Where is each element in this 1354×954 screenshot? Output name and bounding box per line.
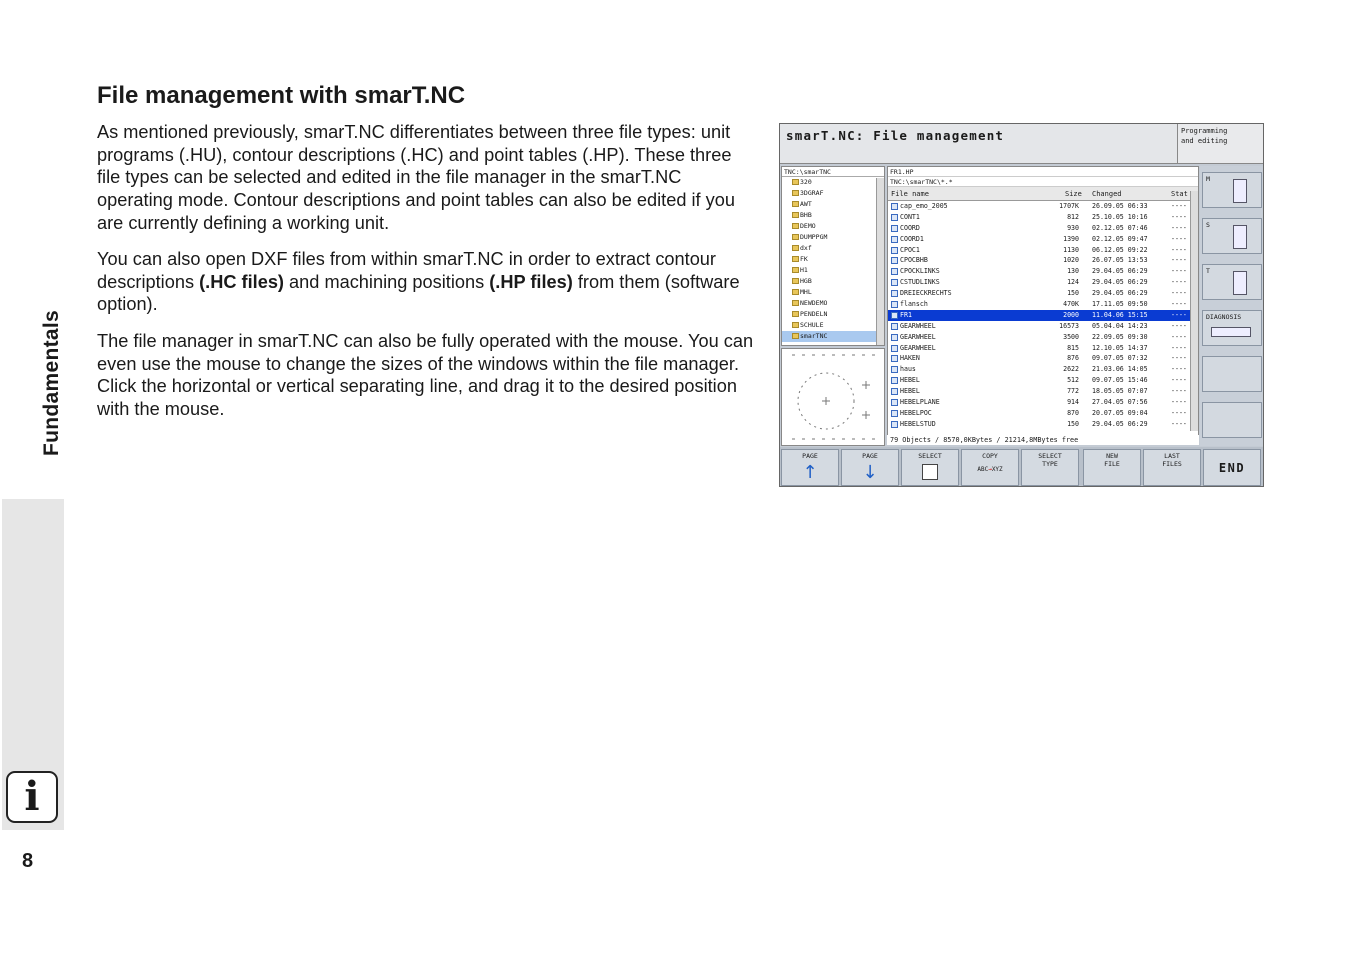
arrow-up-icon: ↑ [802, 461, 818, 483]
file-status: ---- [1171, 398, 1187, 407]
file-icon [891, 214, 898, 221]
softkey-row [780, 447, 1264, 487]
file-list-scrollbar[interactable] [1190, 191, 1198, 431]
dxf-text-a: You can also open DXF files from within smarT.NC in order to extract contour descriptions [97, 249, 716, 292]
tree-list [782, 177, 884, 342]
file-size: 16573 [1059, 321, 1079, 330]
operating-mode-label: Programming and editing [1177, 124, 1264, 164]
file-name: flansch [900, 300, 928, 309]
file-size: 876 [1067, 354, 1079, 363]
file-changed: 09.07.05 07:32 [1092, 354, 1148, 363]
file-status-line: 79 Objects / 8570,0KBytes / 21214,8MBytes free [887, 435, 1199, 445]
file-row[interactable] [888, 386, 1198, 397]
file-row[interactable] [888, 288, 1198, 299]
copy-label: COPY [982, 452, 998, 460]
tree-item[interactable] [782, 265, 884, 276]
folder-icon [792, 234, 799, 240]
copy-softkey[interactable] [961, 449, 1019, 486]
file-row[interactable] [888, 212, 1198, 223]
file-name: haus [900, 365, 916, 374]
file-icon [891, 268, 898, 275]
copy-to: XYZ [991, 465, 1003, 473]
tree-item[interactable] [782, 254, 884, 265]
folder-icon [792, 201, 799, 207]
select-type-softkey[interactable]: SELECT TYPE [1021, 449, 1079, 486]
hp-files-term: (.HP files) [489, 271, 573, 292]
tree-item-label: MHL [800, 288, 812, 296]
file-changed: 06.12.05 09:22 [1092, 245, 1148, 254]
file-size: 812 [1067, 212, 1079, 221]
end-softkey[interactable]: END [1203, 449, 1261, 486]
tree-item[interactable] [782, 210, 884, 221]
dxf-text-e: from them (software option). [97, 271, 740, 315]
tree-item-label: HGB [800, 277, 812, 285]
tree-item-label: SCHULE [800, 321, 824, 329]
file-size: 150 [1067, 419, 1079, 428]
copy-from: ABC [977, 465, 989, 473]
file-changed: 11.04.06 15:15 [1092, 310, 1148, 319]
screen-header [780, 124, 1177, 164]
file-status: ---- [1171, 234, 1187, 243]
tree-item[interactable] [782, 287, 884, 298]
file-status: ---- [1171, 365, 1187, 374]
file-icon [891, 355, 898, 362]
last-files-softkey[interactable]: LAST FILES [1143, 449, 1201, 486]
file-row[interactable] [888, 397, 1198, 408]
tree-item[interactable] [782, 232, 884, 243]
folder-icon [792, 267, 799, 273]
tree-item[interactable] [782, 298, 884, 309]
file-changed: 02.12.05 09:47 [1092, 234, 1148, 243]
file-list [888, 201, 1198, 430]
file-icon [891, 399, 898, 406]
diagnosis-icon [1211, 327, 1251, 337]
tree-item-label: DUMPPGM [800, 233, 828, 241]
file-changed: 09.07.05 15:46 [1092, 376, 1148, 385]
file-icon [891, 334, 898, 341]
tree-item[interactable] [782, 309, 884, 320]
tree-item-label: BHB [800, 211, 812, 219]
m-key-label: M [1206, 175, 1210, 183]
folder-icon [792, 322, 799, 328]
file-size: 772 [1067, 387, 1079, 396]
file-icon [891, 421, 898, 428]
file-size: 930 [1067, 223, 1079, 232]
file-icon [891, 388, 898, 395]
file-size: 150 [1067, 289, 1079, 298]
column-changed[interactable]: Changed [1092, 190, 1122, 198]
file-row[interactable] [888, 419, 1198, 430]
file-status: ---- [1171, 267, 1187, 276]
empty-key-1[interactable] [1202, 356, 1262, 392]
file-changed: 12.10.05 14:37 [1092, 343, 1148, 352]
file-row[interactable] [888, 332, 1198, 343]
file-icon [891, 312, 898, 319]
arrow-down-icon: ↓ [862, 461, 878, 483]
file-icon [891, 345, 898, 352]
folder-icon [792, 300, 799, 306]
file-name: GEARWHEEL [900, 343, 936, 352]
dxf-text-c: and machining positions [284, 271, 490, 292]
file-name: COORD1 [900, 234, 924, 243]
page-down-label: PAGE [862, 452, 878, 460]
column-size[interactable]: Size [1065, 190, 1082, 198]
folder-icon [792, 278, 799, 284]
folder-icon [792, 333, 799, 339]
file-name: CPOCBHB [900, 256, 928, 265]
file-icon [891, 279, 898, 286]
file-size: 124 [1067, 278, 1079, 287]
column-file-name[interactable]: File name [891, 190, 929, 198]
file-size: 3500 [1063, 332, 1079, 341]
tree-item[interactable] [782, 199, 884, 210]
file-icon [891, 410, 898, 417]
file-row[interactable] [888, 299, 1198, 310]
file-changed: 26.09.05 06:33 [1092, 202, 1148, 210]
file-icon [891, 377, 898, 384]
file-status: ---- [1171, 289, 1187, 298]
section-title: File management with smarT.NC [97, 82, 466, 109]
file-icon [891, 257, 898, 264]
file-status: ---- [1171, 419, 1187, 428]
tree-item-label: 3DGRAF [800, 189, 824, 197]
preview-graphic [782, 349, 884, 445]
file-size: 470K [1063, 300, 1079, 309]
file-status: ---- [1171, 376, 1187, 385]
file-status: ---- [1171, 202, 1187, 210]
file-size: 1707K [1059, 202, 1079, 210]
s-key[interactable] [1202, 218, 1262, 254]
copy-icon [962, 466, 1018, 474]
file-name: CONT1 [900, 212, 920, 221]
tree-item[interactable] [782, 320, 884, 331]
t-key-label: T [1206, 267, 1210, 275]
contour-preview [781, 348, 885, 446]
tree-item-label: 320 [800, 178, 812, 186]
folder-icon [792, 256, 799, 262]
file-row[interactable] [888, 375, 1198, 386]
file-row[interactable] [888, 321, 1198, 332]
file-name: FR1 [900, 310, 912, 319]
file-status: ---- [1171, 223, 1187, 232]
current-file: FR1.HP [888, 167, 1198, 177]
file-size: 815 [1067, 343, 1079, 352]
screen-title: smarT.NC: File management [786, 128, 1005, 143]
s-key-label: S [1206, 221, 1210, 229]
page-up-label: PAGE [802, 452, 818, 460]
paragraph-dxf [97, 248, 757, 316]
file-changed: 29.04.05 06:29 [1092, 278, 1148, 287]
file-size: 1130 [1063, 245, 1079, 254]
tree-item-label: smarTNC [800, 332, 828, 340]
folder-icon [792, 179, 799, 185]
tree-item[interactable] [782, 177, 884, 188]
page-number: 8 [22, 850, 34, 872]
tool-icon [1233, 271, 1247, 295]
file-row[interactable] [888, 277, 1198, 288]
tree-item-label: PENDELN [800, 310, 828, 318]
machine-icon [1233, 179, 1247, 203]
file-name: CSTUDLINKS [900, 278, 940, 287]
file-name: HEBELSTUD [900, 419, 936, 428]
file-name: HEBELPOC [900, 408, 932, 417]
file-list-header [888, 187, 1198, 201]
tree-item-label: AWT [800, 200, 812, 208]
file-row[interactable] [888, 353, 1198, 364]
file-size: 1020 [1063, 256, 1079, 265]
file-size: 130 [1067, 267, 1079, 276]
tree-item[interactable] [782, 221, 884, 232]
file-icon [891, 247, 898, 254]
file-status: ---- [1171, 310, 1187, 319]
tree-item-label: NEWDEMO [800, 299, 828, 307]
file-size: 512 [1067, 376, 1079, 385]
folder-icon [792, 223, 799, 229]
file-changed: 29.04.05 06:29 [1092, 419, 1148, 428]
file-status: ---- [1171, 387, 1187, 396]
file-row[interactable] [888, 266, 1198, 277]
file-icon [891, 203, 898, 210]
file-row[interactable] [888, 255, 1198, 266]
file-changed: 25.10.05 10:16 [1092, 212, 1148, 221]
file-row[interactable] [888, 310, 1198, 321]
file-name: DREIECKRECHTS [900, 289, 952, 298]
file-size: 914 [1067, 398, 1079, 407]
file-name: COORD [900, 223, 920, 232]
file-changed: 21.03.06 14:05 [1092, 365, 1148, 374]
file-icon [891, 290, 898, 297]
file-row[interactable] [888, 201, 1198, 212]
file-status: ---- [1171, 300, 1187, 309]
folder-icon [792, 212, 799, 218]
select-softkey[interactable] [901, 449, 959, 486]
file-size: 2000 [1063, 310, 1079, 319]
empty-key-2[interactable] [1202, 402, 1262, 438]
file-changed: 17.11.05 09:50 [1092, 300, 1148, 309]
tree-item-label: FK [800, 255, 808, 263]
folder-icon [792, 190, 799, 196]
new-file-softkey[interactable]: NEW FILE [1083, 449, 1141, 486]
paragraph-file-types: As mentioned previously, smarT.NC differentiates between three file types: unit programs (.HU), contour descriptions (.HC) and point tables (.HP). These three file types can be selected and edited in the file manager in the smarT.NC operating mode. Contour descriptions and point tables can also be edited if you are currently defining a working unit. [97, 122, 735, 233]
hc-files-term: (.HC files) [199, 271, 284, 292]
file-name: HAKEN [900, 354, 920, 363]
file-changed: 18.05.05 07:07 [1092, 387, 1148, 396]
directory-tree [781, 166, 885, 346]
tree-item[interactable] [782, 188, 884, 199]
select-label: SELECT [918, 452, 942, 460]
file-status: ---- [1171, 212, 1187, 221]
file-size: 2622 [1063, 365, 1079, 374]
file-size: 870 [1067, 408, 1079, 417]
file-icon [891, 225, 898, 232]
file-status: ---- [1171, 343, 1187, 352]
file-changed: 20.07.05 09:04 [1092, 408, 1148, 417]
file-changed: 27.04.05 07:56 [1092, 398, 1148, 407]
file-size: 1390 [1063, 234, 1079, 243]
folder-icon [792, 289, 799, 295]
file-status: ---- [1171, 354, 1187, 363]
tree-scrollbar [876, 178, 884, 345]
t-key[interactable] [1202, 264, 1262, 300]
page-up-softkey[interactable] [781, 449, 839, 486]
file-name: CPOCKLINKS [900, 267, 940, 276]
file-name: cap_emo_2005 [900, 202, 948, 210]
file-changed: 22.09.05 09:30 [1092, 332, 1148, 341]
file-status: ---- [1171, 256, 1187, 265]
folder-icon [792, 311, 799, 317]
file-row[interactable] [888, 234, 1198, 245]
file-status: ---- [1171, 332, 1187, 341]
file-manager-screenshot [779, 123, 1264, 487]
tree-item[interactable] [782, 276, 884, 287]
file-changed: 02.12.05 07:46 [1092, 223, 1148, 232]
info-glyph: i [24, 773, 40, 820]
tree-item-label: DEMO [800, 222, 816, 230]
m-key[interactable] [1202, 172, 1262, 208]
file-row[interactable] [888, 408, 1198, 419]
file-status: ---- [1171, 408, 1187, 417]
file-changed: 29.04.05 06:29 [1092, 289, 1148, 298]
tree-path: TNC:\smarTNC [782, 167, 884, 177]
document-icon [922, 464, 938, 480]
file-name: HEBEL [900, 376, 920, 385]
right-softkey-panel [1200, 166, 1264, 446]
file-icon [891, 366, 898, 373]
file-row[interactable] [888, 223, 1198, 234]
diagnosis-key[interactable] [1202, 310, 1262, 346]
file-status: ---- [1171, 245, 1187, 254]
file-name: HEBEL [900, 387, 920, 396]
file-row[interactable] [888, 245, 1198, 256]
file-name: GEARWHEEL [900, 332, 936, 341]
tree-item[interactable] [782, 331, 884, 342]
tree-item-label: dxf [800, 244, 812, 252]
file-status: ---- [1171, 278, 1187, 287]
chapter-label: Fundamentals [40, 310, 63, 456]
file-row[interactable] [888, 343, 1198, 354]
paragraph-mouse: The file manager in smarT.NC can also be fully operated with the mouse. You can even use the mouse to change the sizes of the windows within the file manager. Click the horizontal or vertical separating line, and drag it to the desired position with the mouse. [97, 331, 754, 420]
file-row[interactable] [888, 364, 1198, 375]
copy-arrow-icon: → [988, 465, 992, 473]
file-status: ---- [1171, 321, 1187, 330]
file-name: CPOC1 [900, 245, 920, 254]
column-status[interactable]: Stat [1171, 190, 1188, 198]
file-name: HEBELPLANE [900, 398, 940, 407]
file-list-panel [887, 166, 1199, 444]
file-changed: 26.07.05 13:53 [1092, 256, 1148, 265]
file-icon [891, 301, 898, 308]
file-name: GEARWHEEL [900, 321, 936, 330]
folder-icon [792, 245, 799, 251]
tree-item-label: H1 [800, 266, 808, 274]
file-icon [891, 323, 898, 330]
page-down-softkey[interactable] [841, 449, 899, 486]
file-icon [891, 236, 898, 243]
file-changed: 05.04.04 14:23 [1092, 321, 1148, 330]
file-changed: 29.04.05 06:29 [1092, 267, 1148, 276]
file-path: TNC:\smarTNC\*.* [888, 177, 1198, 187]
spindle-icon [1233, 225, 1247, 249]
diagnosis-key-label: DIAGNOSIS [1206, 313, 1242, 321]
tree-item[interactable] [782, 243, 884, 254]
info-icon [6, 771, 58, 823]
